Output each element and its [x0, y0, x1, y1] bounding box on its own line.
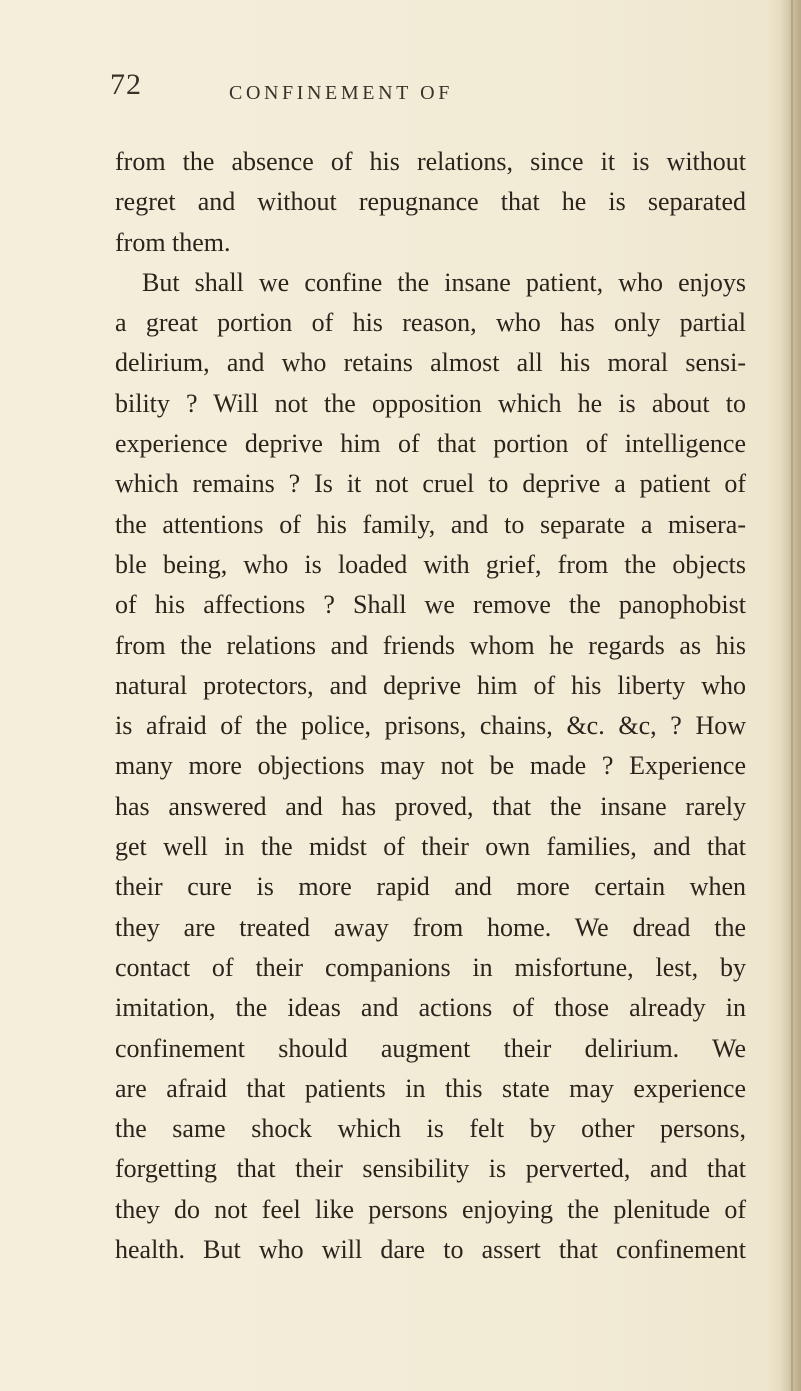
text-line: are afraid that patients in this state may experience: [115, 1073, 746, 1103]
text-line: of his affections ? Shall we remove the panophobist: [115, 590, 746, 620]
text-line: ble being, who is loaded with grief, from the objects: [115, 549, 746, 579]
text-line: from the relations and friends whom he regards as his: [115, 630, 746, 660]
page-number: 72: [110, 68, 142, 101]
text-line: many more objections may not be made ? Experience: [115, 751, 746, 781]
page-edge-line: [791, 0, 793, 1391]
text-line: experience deprive him of that portion of intelligence: [115, 429, 746, 459]
text-line: regret and without repugnance that he is separated: [115, 187, 746, 217]
text-line: delirium, and who retains almost all his moral sensi-: [115, 348, 746, 378]
text-line: the same shock which is felt by other persons,: [115, 1114, 746, 1144]
text-line: the attentions of his family, and to separate a misera-: [115, 509, 746, 539]
text-line: has answered and has proved, that the insane rarely: [115, 791, 746, 821]
text-line: they are treated away from home. We dread the: [115, 912, 746, 942]
page-edge-shadow: [767, 0, 801, 1391]
text-line: But shall we confine the insane patient, who enjoys: [142, 267, 746, 297]
text-line: confinement should augment their delirium. We: [115, 1033, 746, 1063]
text-line: contact of their companions in misfortune, lest, by: [115, 952, 746, 982]
text-line: a great portion of his reason, who has only partial: [115, 308, 746, 338]
text-line: from the absence of his relations, since it is without: [115, 147, 746, 176]
body-text: [115, 142, 746, 1270]
text-line: forgetting that their sensibility is perverted, and that: [115, 1154, 746, 1184]
text-line: is afraid of the police, prisons, chains, &c. &c, ? How: [115, 711, 746, 741]
text-line: they do not feel like persons enjoying the plenitude of: [115, 1194, 746, 1224]
text-line: get well in the midst of their own families, and that: [115, 832, 746, 862]
text-line: natural protectors, and deprive him of his liberty who: [115, 670, 746, 700]
text-line: bility ? Will not the opposition which he is about to: [115, 388, 746, 418]
text-line: from them.: [115, 227, 231, 257]
text-line: which remains ? Is it not cruel to deprive a patient of: [115, 469, 746, 499]
text-line: their cure is more rapid and more certain when: [115, 872, 746, 902]
text-line: imitation, the ideas and actions of those already in: [115, 993, 746, 1023]
text-line: health. But who will dare to assert that confinement: [115, 1235, 746, 1265]
running-head: CONFINEMENT OF: [229, 82, 453, 104]
